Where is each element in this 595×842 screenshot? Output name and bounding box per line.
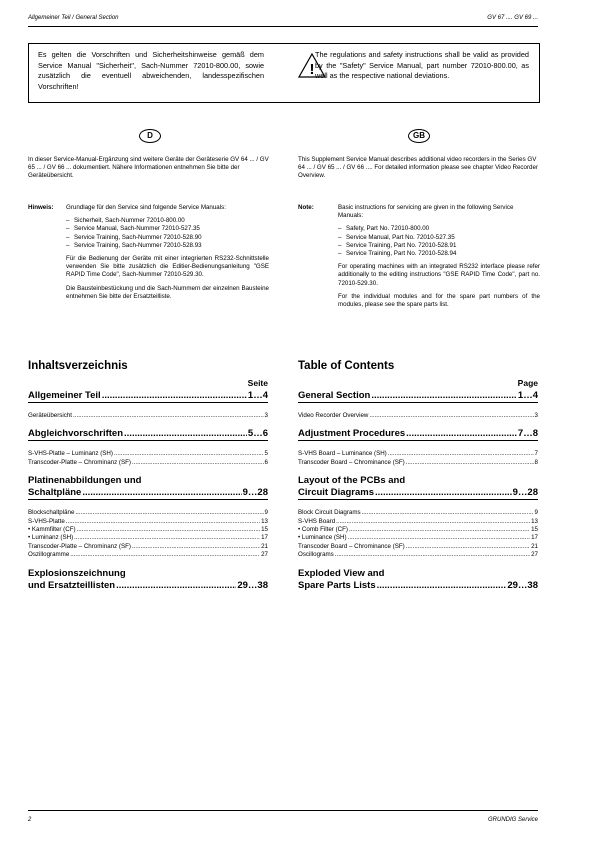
- toc-section-heading: Abgleichvorschriften ..... 5…6: [28, 428, 268, 441]
- header-rule: [28, 26, 538, 27]
- toc-section-heading: und Ersatzteillisten ..... 29…38: [28, 580, 268, 592]
- intro-german: In dieser Service-Manual-Ergänzung sind weitere Geräte der Geräteserie GV 64 ... / GV 65 ... / GV 66 ... dokumentiert. Nähere Informationen entnehmen Sie bitte der Geräteübersicht.: [28, 156, 269, 180]
- language-marker-english: GB: [408, 129, 430, 143]
- toc-entry: Geräteübersicht ..... 3: [28, 412, 268, 420]
- manual-list: [66, 217, 269, 250]
- note-lead: Basic instructions for servicing are given in the following Service Manuals:: [338, 204, 514, 220]
- toc-section-heading: Spare Parts Lists ..... 29…38: [298, 580, 538, 592]
- intro-english: This Supplement Service Manual describes additional video recorders in the Series GV 64 ... / GV 65 ... / GV 66 .... For detailed information please see chapter Video Recorder Overview.: [298, 156, 538, 180]
- toc-entry: Transcoder Board – Chrominance (SF) ..... 21: [298, 543, 538, 551]
- note-lead: Grundlage für den Service sind folgende Service Manuals:: [66, 204, 226, 211]
- note-label-english: Note:: [298, 204, 314, 211]
- toc-section: [298, 390, 538, 420]
- toc-entry: Oscillograms ..... 27: [298, 551, 538, 559]
- list-item: – Sicherheit, Sach-Nummer 72010-800.00: [66, 217, 269, 225]
- toc-section-heading-line1: Layout of the PCBs and: [298, 475, 406, 487]
- note-paragraph: Die Bausteinbestückung und die Sach-Nummern der einzelnen Bausteine entnehmen Sie bitte der Ersatzteilliste.: [66, 284, 269, 300]
- note-paragraph: For operating machines with an integrated RS232 interface please refer additionally to the editing instructions "GSE RAPID Time Code", part no. 72010-529.30.: [338, 263, 540, 287]
- toc-entry: S-VHS-Platte ..... 13: [28, 518, 268, 526]
- language-marker-german: D: [139, 129, 161, 143]
- toc-english: [298, 360, 538, 600]
- notice-english: The regulations and safety instructions shall be valid as provided by the "Safety" Service Manual, part number 72010-800.00, as well as the respective national deviations.: [315, 50, 529, 80]
- toc-entry: Oszillogramme ..... 27: [28, 551, 268, 559]
- toc-entry: S-VHS-Platte – Luminanz (SH) ..... 5: [28, 450, 268, 458]
- note-body-english: [338, 204, 540, 314]
- toc-section-heading: General Section ..... 1…4: [298, 390, 538, 403]
- toc-section: [28, 568, 268, 592]
- note-body-german: [66, 204, 269, 306]
- list-item: – Service Training, Part No. 72010-528.94: [338, 250, 540, 258]
- warning-glyph: !: [309, 61, 315, 78]
- toc-section-heading-line1: Platinenabbildungen und: [28, 475, 142, 487]
- list-item: – Service Manual, Part No. 72010-527.35: [338, 234, 540, 242]
- list-item: – Safety, Part No. 72010-800.00: [338, 225, 540, 233]
- note-label-german: Hinweis:: [28, 204, 54, 211]
- toc-title: Table of Contents: [298, 360, 395, 372]
- toc-section: [28, 390, 268, 420]
- toc-entry: • Comb Filter (CF) ..... 15: [298, 526, 538, 534]
- toc-title: Inhaltsverzeichnis: [28, 360, 128, 372]
- toc-entry: Transcoder-Platte – Chrominanz (SF) ..... 21: [28, 543, 268, 551]
- toc-section-heading: Allgemeiner Teil ..... 1…4: [28, 390, 268, 403]
- list-item: – Service Training, Sach-Nummer 72010-528.93: [66, 242, 269, 250]
- list-item: – Service Training, Sach-Nummer 72010-528.90: [66, 234, 269, 242]
- safety-notice-box: [28, 43, 540, 103]
- list-item: – Service Manual, Sach-Nummer 72010-527.35: [66, 225, 269, 233]
- toc-entry: S-VHS Board – Luminance (SH) ..... 7: [298, 450, 538, 458]
- toc-entry: Transcoder Board – Chrominance (SF) ..... 8: [298, 459, 538, 467]
- toc-entry: Block Circuit Diagrams ..... 9: [298, 509, 538, 517]
- toc-section: [298, 475, 538, 559]
- toc-page-label: Page: [517, 378, 538, 388]
- toc-page-label: Seite: [247, 378, 268, 388]
- toc-entry: Video Recorder Overview ..... 3: [298, 412, 538, 420]
- toc-section: [298, 428, 538, 467]
- note-paragraph: Für die Bedienung der Geräte mit einer integrierten RS232-Schnittstelle verwenden Sie bitte zusätzlich die Editier-Bedienungsanleitung "GSE RAPID Time Code", Sach-Nummer 72010-529.30.: [66, 255, 269, 279]
- toc-entry: • Kammfilter (CF) ..... 15: [28, 526, 268, 534]
- toc-entry: • Luminanz (SH) ..... 17: [28, 534, 268, 542]
- toc-section: [28, 475, 268, 559]
- toc-section-heading: Circuit Diagrams ..... 9…28: [298, 487, 538, 500]
- toc-section: [298, 568, 538, 592]
- toc-section-heading-line1: Exploded View and: [298, 567, 385, 579]
- footer-brand: GRUNDIG Service: [487, 817, 538, 823]
- toc-entry: Transcoder-Platte – Chrominanz (SF) ..... 6: [28, 459, 268, 467]
- header-right: GV 67 .... GV 69 ...: [487, 15, 538, 21]
- toc-section-heading-line1: Explosionszeichnung: [28, 567, 126, 579]
- note-paragraph: For the individual modules and for the spare part numbers of the modules, please see the spare parts list.: [338, 292, 540, 309]
- header-left: Allgemeiner Teil / General Section: [28, 15, 119, 21]
- page-number: 2: [28, 817, 32, 823]
- toc-section-heading: Schaltpläne ..... 9…28: [28, 487, 268, 500]
- toc-entry: Blockschaltpläne ..... 9: [28, 509, 268, 517]
- toc-entry: S-VHS Board ..... 13: [298, 518, 538, 526]
- footer-rule: [28, 810, 538, 811]
- toc-section: [28, 428, 268, 467]
- list-item: – Service Training, Part No. 72010-528.91: [338, 242, 540, 250]
- toc-german: [28, 360, 268, 600]
- notice-german: Es gelten die Vorschriften und Sicherheitshinweise gemäß dem Service Manual "Sicherheit", Sach-Nummer 72010-800.00, sowie zusätzlich die eventuell abweichenden, landesspezifischen Vorschriften!: [38, 50, 264, 91]
- toc-section-heading: Adjustment Procedures ..... 7…8: [298, 428, 538, 441]
- toc-entry: • Luminance (SH) ..... 17: [298, 534, 538, 542]
- manual-list: [338, 225, 540, 258]
